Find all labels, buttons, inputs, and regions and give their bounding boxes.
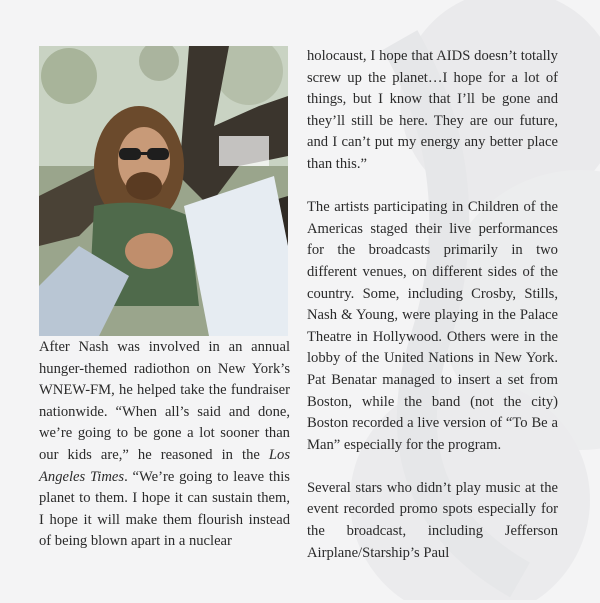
right-paragraph-2 [307, 197, 558, 456]
text-line: of being blown apart in a nuclear [39, 533, 232, 550]
text-line: city) Boston recorded a live version [307, 393, 558, 432]
text-line: York’s WNEW-FM, he helped take [39, 360, 290, 399]
text-line: The artists participating in Children [307, 199, 519, 216]
publication-title: Los Angeles Times [39, 446, 290, 485]
text-line: at the event recorded promo spots [307, 479, 559, 518]
text-line: Several stars who didn’t play music [307, 479, 521, 496]
text-line: gone and they’ll still be here. They are [307, 91, 558, 129]
right-column [307, 46, 558, 564]
text-line: were playing in the Palace Theatre in [307, 307, 559, 345]
text-line: hope it will make them flourish instead [49, 511, 290, 528]
photo [39, 46, 288, 336]
text-line: program. [448, 436, 502, 453]
text-line: Pat Benatar managed to insert a set [307, 371, 524, 388]
paragraph-gap [307, 456, 558, 478]
photo-of-man-in-tree-icon [39, 46, 288, 336]
text-line: “We’re going to leave this planet to [39, 468, 290, 507]
paragraph-gap [307, 176, 558, 198]
text-line: our future, and I can’t put my energy [307, 112, 558, 151]
text-line: of the Americas staged their live [307, 199, 558, 237]
text-line: of “To Be a Man” especially for the [307, 415, 558, 453]
text-line: he reasoned in the [137, 446, 269, 463]
left-paragraph [39, 337, 290, 553]
text-line: Hollywood. Others were in the lobby [307, 328, 558, 367]
text-line: the fundraiser nationwide. “When [39, 382, 290, 420]
text-line: of the United Nations in New York. [344, 350, 558, 367]
text-line: After Nash was involved in an annual [39, 339, 290, 355]
text-line: all’s said and done, we’re going to be [39, 403, 290, 442]
text-line: different sides of the country. Some, [307, 263, 558, 302]
text-line: gone a lot sooner than our kids are,” [39, 425, 290, 463]
text-punct: . [124, 468, 128, 485]
text-line: performances for the broadcasts [307, 220, 558, 259]
text-line: especially for the broadcast, including [307, 501, 559, 540]
text-line: a lot of things, but I know that I’ll be [307, 69, 558, 108]
text-line: including Crosby, Stills, Nash & Young, [307, 285, 558, 324]
left-column [39, 337, 290, 553]
right-paragraph-3 [307, 478, 558, 564]
text-line: totally screw up the planet…I hope for [307, 48, 558, 86]
text-line: them. I hope it can sustain them, I [39, 490, 290, 528]
text-line: from Boston, while the band (not the [307, 371, 558, 410]
text-line: any better place than this.” [307, 134, 558, 172]
text-line: primarily in two different venues, on [307, 242, 558, 280]
right-paragraph-1 [307, 46, 558, 176]
text-line: Jefferson Airplane/Starship’s Paul [307, 523, 558, 561]
text-line: holocaust, I hope that AIDS doesn’t [307, 48, 517, 64]
text-line: hunger-themed radiothon on New [39, 360, 246, 377]
